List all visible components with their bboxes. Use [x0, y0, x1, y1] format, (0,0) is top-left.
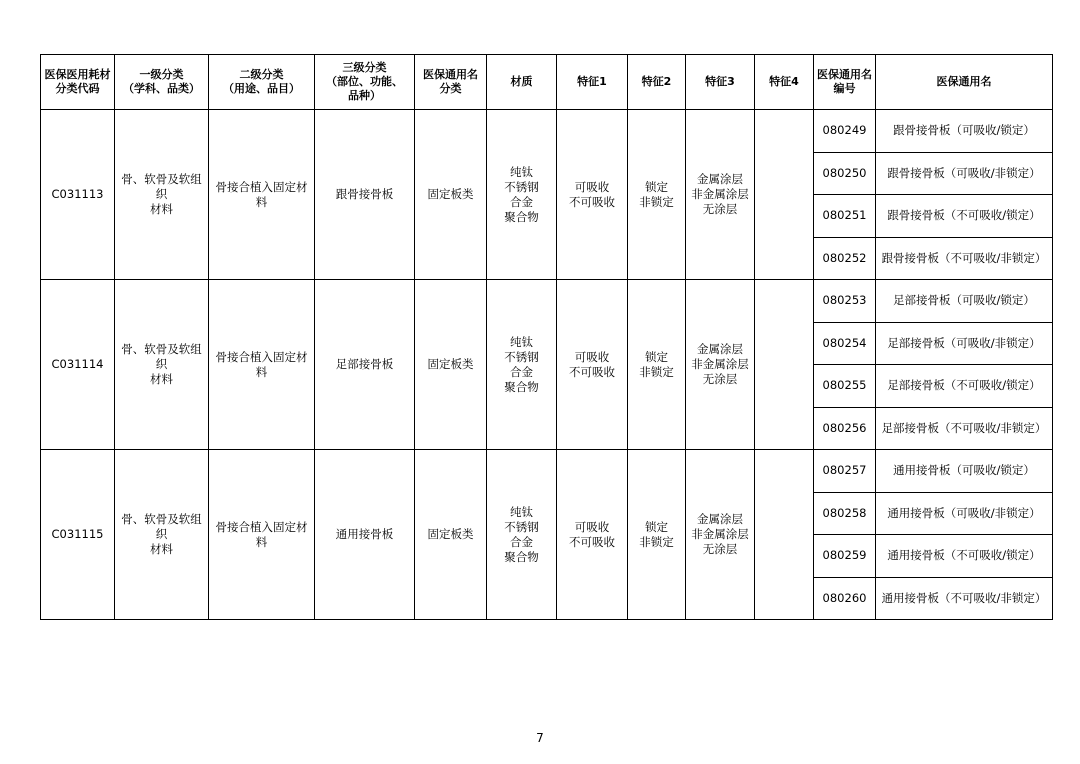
feature1-cell: 可吸收 不可吸收 [557, 280, 628, 450]
name-cell: 通用接骨板（可吸收/锁定） [876, 450, 1053, 493]
number-cell: 080256 [814, 407, 876, 450]
category-cell: 固定板类 [415, 450, 487, 620]
header-code: 医保医用耗材 分类代码 [41, 55, 115, 110]
level2-cell: 骨接合植入固定材料 [209, 450, 315, 620]
name-cell: 跟骨接骨板（不可吸收/锁定） [876, 195, 1053, 238]
table-row [41, 110, 1053, 153]
code-cell: C031114 [41, 280, 115, 450]
level3-cell: 足部接骨板 [315, 280, 415, 450]
header-level2: 二级分类 （用途、品目） [209, 55, 315, 110]
material-cell: 纯钛 不锈钢 合金 聚合物 [487, 450, 557, 620]
level3-cell: 跟骨接骨板 [315, 110, 415, 280]
code-cell: C031115 [41, 450, 115, 620]
material-cell: 纯钛 不锈钢 合金 聚合物 [487, 110, 557, 280]
number-cell: 080258 [814, 492, 876, 535]
level2-cell: 骨接合植入固定材料 [209, 280, 315, 450]
feature3-cell: 金属涂层 非金属涂层 无涂层 [686, 450, 755, 620]
header-feature4: 特征4 [755, 55, 814, 110]
table-row [41, 280, 1053, 323]
header-row [41, 55, 1053, 110]
material-cell: 纯钛 不锈钢 合金 聚合物 [487, 280, 557, 450]
category-cell: 固定板类 [415, 280, 487, 450]
number-cell: 080259 [814, 535, 876, 578]
page-number: 7 [536, 731, 544, 745]
table-body [41, 110, 1053, 620]
feature4-cell [755, 280, 814, 450]
number-cell: 080254 [814, 322, 876, 365]
feature2-cell: 锁定 非锁定 [628, 110, 686, 280]
header-feature1: 特征1 [557, 55, 628, 110]
header-level1: 一级分类 （学科、品类） [115, 55, 209, 110]
name-cell: 跟骨接骨板（可吸收/非锁定） [876, 152, 1053, 195]
name-cell: 足部接骨板（可吸收/锁定） [876, 280, 1053, 323]
feature3-cell: 金属涂层 非金属涂层 无涂层 [686, 280, 755, 450]
feature3-cell: 金属涂层 非金属涂层 无涂层 [686, 110, 755, 280]
header-category: 医保通用名 分类 [415, 55, 487, 110]
code-cell: C031113 [41, 110, 115, 280]
catalog-table [40, 54, 1053, 620]
name-cell: 足部接骨板（不可吸收/非锁定） [876, 407, 1053, 450]
number-cell: 080249 [814, 110, 876, 153]
feature2-cell: 锁定 非锁定 [628, 280, 686, 450]
number-cell: 080257 [814, 450, 876, 493]
header-feature2: 特征2 [628, 55, 686, 110]
feature4-cell [755, 110, 814, 280]
feature1-cell: 可吸收 不可吸收 [557, 450, 628, 620]
feature4-cell [755, 450, 814, 620]
table-row [41, 450, 1053, 493]
number-cell: 080252 [814, 237, 876, 280]
header-number: 医保通用名 编号 [814, 55, 876, 110]
level1-cell: 骨、软骨及软组织 材料 [115, 110, 209, 280]
header-name: 医保通用名 [876, 55, 1053, 110]
number-cell: 080253 [814, 280, 876, 323]
category-cell: 固定板类 [415, 110, 487, 280]
number-cell: 080260 [814, 577, 876, 620]
number-cell: 080250 [814, 152, 876, 195]
number-cell: 080255 [814, 365, 876, 408]
level1-cell: 骨、软骨及软组织 材料 [115, 450, 209, 620]
feature2-cell: 锁定 非锁定 [628, 450, 686, 620]
level3-cell: 通用接骨板 [315, 450, 415, 620]
name-cell: 足部接骨板（可吸收/非锁定） [876, 322, 1053, 365]
header-feature3: 特征3 [686, 55, 755, 110]
number-cell: 080251 [814, 195, 876, 238]
name-cell: 通用接骨板（不可吸收/非锁定） [876, 577, 1053, 620]
name-cell: 通用接骨板（可吸收/非锁定） [876, 492, 1053, 535]
name-cell: 跟骨接骨板（不可吸收/非锁定） [876, 237, 1053, 280]
name-cell: 足部接骨板（不可吸收/锁定） [876, 365, 1053, 408]
name-cell: 通用接骨板（不可吸收/锁定） [876, 535, 1053, 578]
table-header [41, 55, 1053, 110]
level2-cell: 骨接合植入固定材料 [209, 110, 315, 280]
header-level3: 三级分类 （部位、功能、 品种） [315, 55, 415, 110]
feature1-cell: 可吸收 不可吸收 [557, 110, 628, 280]
level1-cell: 骨、软骨及软组织 材料 [115, 280, 209, 450]
name-cell: 跟骨接骨板（可吸收/锁定） [876, 110, 1053, 153]
header-material: 材质 [487, 55, 557, 110]
